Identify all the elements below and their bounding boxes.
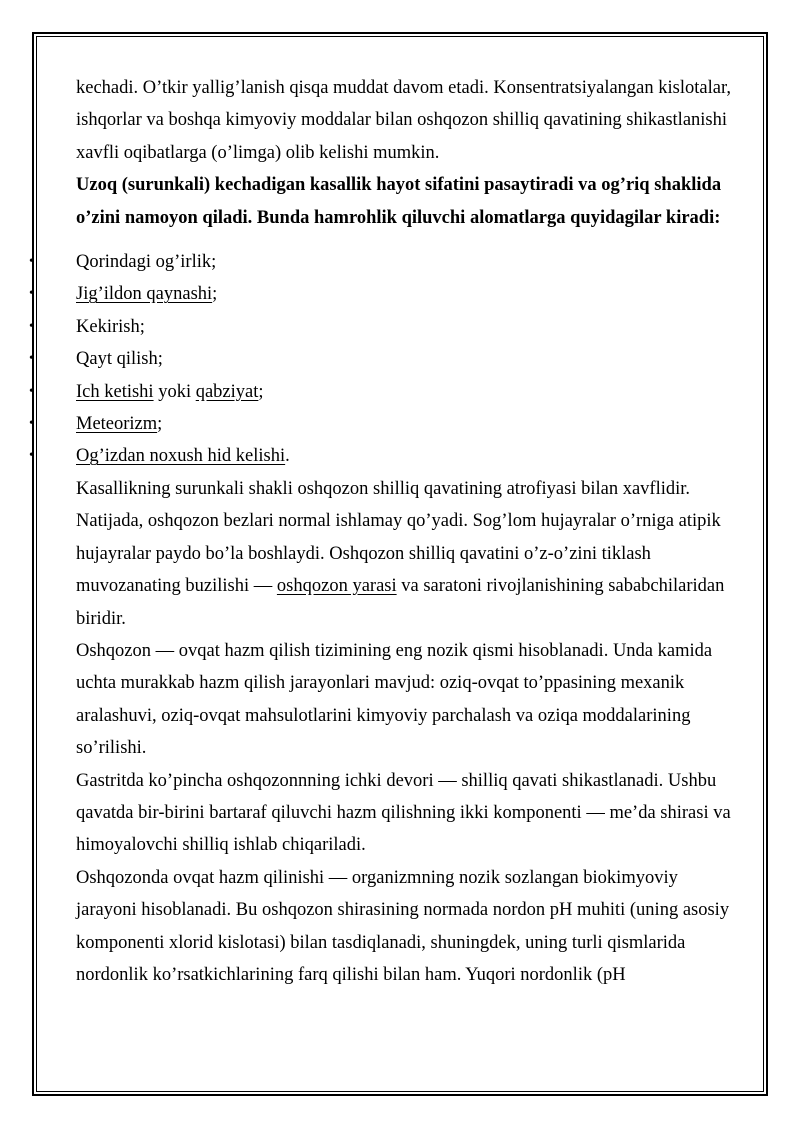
symptom-link[interactable]: Jig’ildon qaynashi [76, 284, 213, 305]
symptom-text: Qayt qilish; [76, 349, 163, 370]
bullet-icon: • [29, 286, 34, 302]
paragraph-chronic-intro: Uzoq (surunkali) kechadigan kasallik hayot sifatini pasaytiradi va og’riq shaklida o’zini namoyon qiladi. Bunda hamrohlik qiluvchi alomatlarga quyidagilar kiradi: [76, 175, 722, 228]
list-item [29, 311, 736, 343]
list-item [29, 376, 736, 408]
list-item [29, 278, 736, 310]
symptom-text: Qorindagi og’irlik; [76, 252, 217, 273]
bullet-icon: • [29, 383, 34, 399]
list-item [29, 408, 736, 440]
symptom-list [29, 246, 736, 473]
bullet-icon: • [29, 448, 34, 464]
list-item [29, 246, 736, 278]
paragraph-text: Kasallikning surunkali shakli oshqozon shilliq qavatining atrofiyasi bilan xavflidir. Natijada, oshqozon bezlari normal ishlamay qo’yadi. Sog’lom hujayralar o’rniga atipik hujayralar paydo bo’la boshlaydi. Oshqozon shilliq qavatini o’z-o’zini tiklash muvozanating buzilishi — [76, 478, 721, 597]
list-item [29, 343, 736, 375]
symptom-link[interactable]: Ich ketishi [76, 381, 154, 402]
symptom-text: Kekirish; [76, 316, 145, 337]
paragraph-chronic-form [76, 473, 736, 635]
symptom-text: ; [157, 414, 163, 435]
symptom-text: . [285, 446, 290, 467]
paragraph-gastritis-wall: Gastritda ko’pincha oshqozonnning ichki devori — shilliq qavati shikastlanadi. Ushbu qavatda bir-birini bartaraf qiluvchi hazm qilishning ikki komponenti — me’da shirasi va himoyalovchi shilliq ishlab chiqariladi. [76, 770, 731, 856]
symptom-link[interactable]: Og’izdan noxush hid kelishi [76, 446, 286, 467]
paragraph-digestion-ph: Oshqozonda ovqat hazm qilinishi — organizmning nozik sozlangan biokimyoviy jarayoni hisoblanadi. Bu oshqozon shirasining normada nordon pH muhiti (uning asosiy komponenti xlorid kislotasi) bilan tasdiqlanadi, shuningdek, uning turli qismlarida nordonlik ko’rsatkichlarining farq qilishi bilan ham. Yuqori nordonlik (pH [76, 867, 730, 985]
paragraph-stomach-role: Oshqozon — ovqat hazm qilish tizimining eng nozik qismi hisoblanadi. Unda kamida uchta murakkab hazm qilish jarayonlari mavjud: oziq-ovqat to’ppasining mexanik aralashuvi, oziq-ovqat mahsulotlarini kimyoviy parchalash va oziqa moddalarining so’rilishi. [76, 640, 713, 759]
document-body [29, 72, 736, 991]
paragraph-acute-gastritis: kechadi. O’tkir yallig’lanish qisqa muddat davom etadi. Konsentratsiyalangan kislotalar, ishqorlar va boshqa kimyoviy moddalar bilan oshqozon shilliq qavatining shikastlanishi xavfli oqibatlarga (o’limga) olib kelishi mumkin. [76, 78, 731, 163]
symptom-text: yoki [153, 381, 196, 402]
bullet-icon: • [29, 254, 34, 270]
bullet-icon: • [29, 416, 34, 432]
bullet-icon: • [29, 318, 34, 334]
link-oshqozon-yarasi[interactable]: oshqozon yarasi [276, 576, 397, 597]
symptom-text: ; [212, 284, 218, 305]
symptom-link[interactable]: Meteorizm [76, 414, 158, 435]
symptom-text: ; [258, 381, 264, 402]
bullet-icon: • [29, 351, 34, 367]
symptom-link[interactable]: qabziyat [195, 381, 259, 402]
paragraph-text: va saratoni rivojlanishining sababchilaridan biridir. [76, 576, 725, 629]
list-item [29, 440, 736, 472]
